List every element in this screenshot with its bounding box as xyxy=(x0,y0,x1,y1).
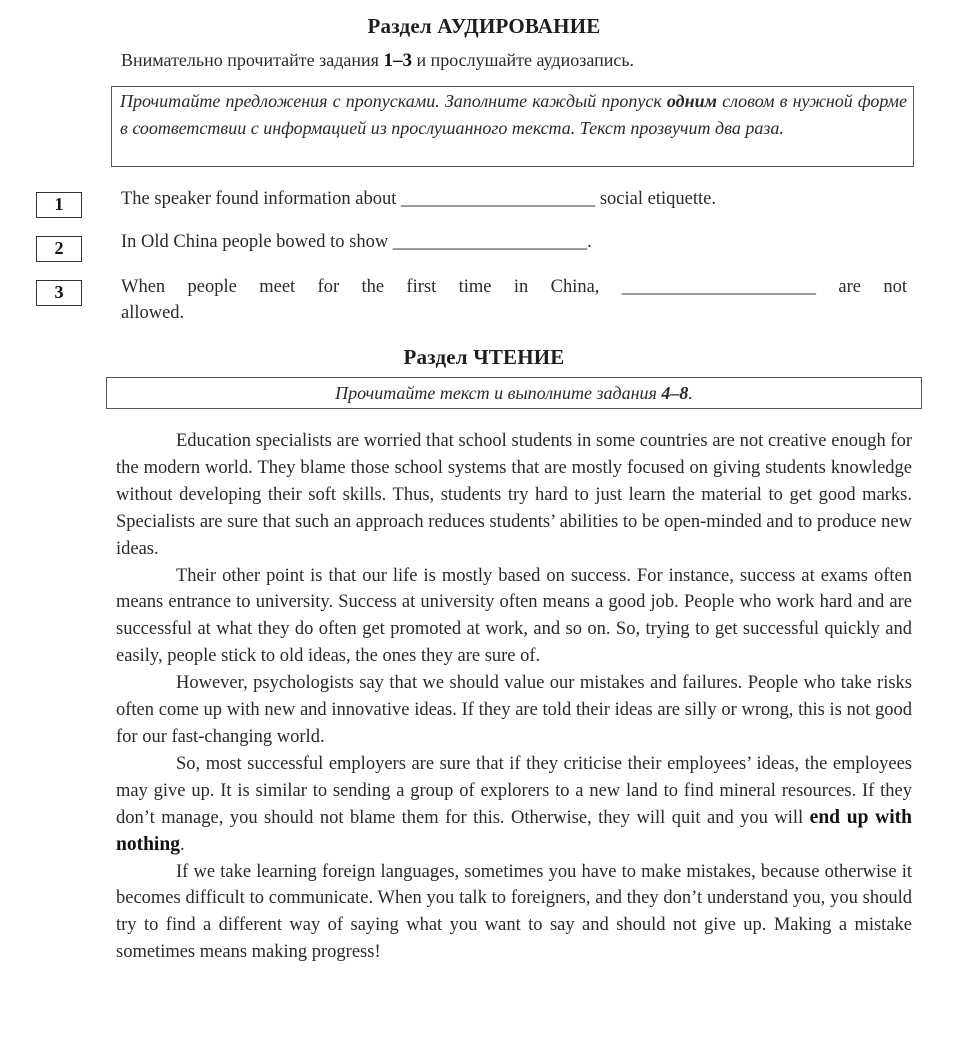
task-2-sentence: In Old China people bowed to show _____________________. xyxy=(121,232,592,252)
paragraph-3: However, psychologists say that we should value our mistakes and failures. People who take risks often come up with new and innovative ideas. If they are told their ideas are silly or wrong, this is not good for our fast-changing world. xyxy=(116,673,912,747)
listening-heading: Раздел АУДИРОВАНИЕ xyxy=(367,14,601,38)
answer-blank-3[interactable]: _____________________ xyxy=(621,277,817,297)
paragraph-5: If we take learning foreign languages, sometimes you have to make mistakes, because otherwise it becomes difficult to communicate. When you talk to foreigners, and they don’t understand you, you should try to find a different way of saying what you want to say and should not give up. Making a mistake sometimes means making progress! xyxy=(116,861,912,963)
task-number-1: 1 xyxy=(36,192,82,218)
task-number-3: 3 xyxy=(36,280,82,306)
listening-instruction: Внимательно прочитайте задания 1–3 и прослушайте аудиозапись. xyxy=(121,50,635,71)
task-1-sentence: The speaker found information about _____________________ social etiquette. xyxy=(121,189,716,209)
answer-blank-2[interactable]: _____________________ xyxy=(392,232,588,252)
answer-blank-1[interactable]: _____________________ xyxy=(400,189,596,209)
paragraph-2: Their other point is that our life is mostly based on success. For instance, success at exams often means entrance to university. Success at university often means a good job. People who work hard and are successful at what they do often get promoted at work, and so on. So, trying to get successful quickly and easily, people stick to old ideas, the ones they are sure of. xyxy=(116,565,912,667)
paragraph-4: So, most successful employers are sure that if they criticise their employees’ ideas, the employees may give up. It is similar to sending a group of explorers to a new land to find mineral resources. If they don’t manage, you should not blame them for this. Otherwise, they will quit and you will end up with nothing. xyxy=(116,753,913,855)
emphasis-one-word: одним xyxy=(666,91,717,111)
task-3-sentence: When people meet for the first time in China, _____________________ are not allowed. xyxy=(121,277,907,323)
reading-heading: Раздел ЧТЕНИЕ xyxy=(403,345,565,369)
listening-task-box: Прочитайте предложения с пропусками. Заполните каждый пропуск одним словом в нужной форме в соответствии с информацией из прослушанного текста. Текст прозвучит два раза. xyxy=(111,86,914,167)
task-number-2: 2 xyxy=(36,236,82,262)
reading-task-box: Прочитайте текст и выполните задания 4–8. xyxy=(106,377,922,409)
reading-text xyxy=(116,428,912,966)
phrase-end-up-with-nothing: end up with nothing xyxy=(116,806,913,855)
paragraph-1: Education specialists are worried that school students in some countries are not creative enough for the modern world. They blame those school systems that are mostly focused on giving students knowledge without developing their soft skills. Thus, students try hard to just learn the material to get good marks. Specialists are sure that such an approach reduces students’ abilities to be open-minded and to produce new ideas. xyxy=(116,431,912,559)
